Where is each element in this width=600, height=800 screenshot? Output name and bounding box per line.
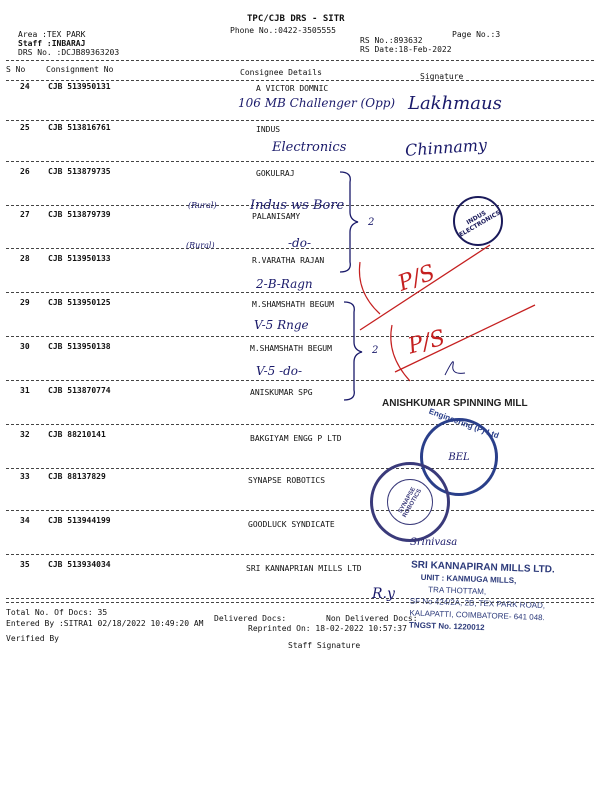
stamp-text: SYNAPSE ROBOTICS (397, 486, 424, 519)
row-consignee: PALANISAMY (252, 212, 301, 221)
row-consignee: M.SHAMSHATH BEGUM (252, 300, 334, 309)
divider (6, 602, 594, 603)
staff-signature-label: Staff Signature (288, 641, 361, 650)
bracket-mark (340, 172, 358, 272)
row-sno: 34 (20, 516, 30, 525)
row-consignee: GOODLUCK SYNDICATE (248, 520, 335, 529)
bracket-count: 2 (368, 217, 375, 228)
row-consignee: SRI KANNAPRIAN MILLS LTD (246, 564, 362, 573)
handwritten-note: 2-B-Ragn (256, 277, 313, 291)
row-consignee: SYNAPSE ROBOTICS (248, 476, 326, 485)
document-title: TPC/CJB DRS - SITR (247, 14, 345, 24)
row-consignment-no: CJB 513934034 (48, 560, 111, 569)
ps-line (359, 262, 380, 314)
col-consignee: Consignee Details (240, 68, 322, 77)
row-consignment-no: CJB 513950131 (48, 82, 111, 91)
stamp-text: UNIT : KANMUGA MILLS, (420, 572, 517, 586)
stamp-text: SRI KANNAPIRAN MILLS LTD. (410, 559, 555, 576)
col-signature: Signature (420, 72, 464, 81)
page-number: Page No.:3 (452, 30, 501, 39)
total-docs: Total No. Of Docs: 35 (6, 608, 108, 617)
delivered-docs: Delivered Docs: (214, 614, 287, 623)
row-consignment-no: CJB 513950125 (48, 298, 111, 307)
row-consignment-no: CJB 513879735 (48, 167, 111, 176)
row-consignment-no: CJB 513950133 (48, 254, 111, 263)
entered-by: Entered By :SITRA1 02/18/2022 10:49:20 AM (6, 619, 204, 628)
row-sno: 27 (20, 210, 30, 219)
robotics-stamp (370, 462, 450, 542)
row-consignment-no: CJB 88210141 (48, 430, 106, 439)
row-consignee: INDUS (256, 125, 281, 134)
ps-line (391, 325, 410, 381)
row-consignment-no: CJB 513944199 (48, 516, 111, 525)
row-consignment-no: CJB 513879739 (48, 210, 111, 219)
handwritten-note: 106 MB Challenger (Opp) (238, 96, 396, 110)
stamp-text: TRA THOTTAM, (428, 585, 487, 597)
row-consignment-no: CJB 513950138 (48, 342, 111, 351)
anishkumar-stamp: ANISHKUMAR SPINNING MILL (382, 398, 528, 409)
area-label: Area :TEX PARK (18, 30, 86, 39)
row-sno: 29 (20, 298, 30, 307)
row-sno: 33 (20, 472, 30, 481)
row-consignment-no: CJB 88137829 (48, 472, 106, 481)
row-sno: 28 (20, 254, 30, 263)
signature: R.y (372, 586, 395, 602)
handwritten-note: V-5 -do- (256, 364, 303, 378)
ps-mark: P/S (394, 260, 439, 297)
handwritten-note: Electronics (272, 140, 347, 155)
bracket-mark (344, 302, 362, 400)
row-consignee: ANISKUMAR SPG (250, 388, 313, 397)
staff-label: Staff :INBARAJ (18, 39, 86, 48)
phone-number: Phone No.:0422-3505555 (230, 26, 336, 35)
row-consignment-no: CJB 513870774 (48, 386, 111, 395)
col-consignment: Consignment No (46, 65, 114, 74)
row-sno: 30 (20, 342, 30, 351)
verified-by: Verified By (6, 634, 59, 643)
stamp-text: Engineering (P) Ltd (427, 406, 501, 441)
stamp-text: INDUS ELECTRONICS (457, 209, 502, 239)
handwritten-note: -do- (288, 236, 312, 250)
row-consignee: BAKGIYAM ENGG P LTD (250, 434, 342, 443)
row-consignee: GOKULRAJ (256, 169, 295, 178)
ps-mark: P/S (405, 325, 448, 360)
row-sno: 31 (20, 386, 30, 395)
non-delivered-docs: Non Delivered Docs: (326, 614, 418, 623)
rs-number: RS No.:893632 (360, 36, 423, 45)
handwritten-note: Indus ws Bore (250, 198, 345, 213)
signature: Srinivasa (410, 537, 458, 548)
industrial-stamp (453, 196, 503, 246)
drs-number: DRS No. :DCJB89363203 (18, 48, 120, 57)
signature: Lakhmaus (408, 93, 502, 114)
signature-stroke (445, 362, 465, 375)
row-sno: 35 (20, 560, 30, 569)
bracket-count: 2 (372, 345, 379, 356)
stamp-text: BEL (448, 451, 470, 463)
stamp-text: SF No 424/2A, 2B, TEX PARK ROAD, (409, 596, 546, 611)
row-consignee: M.SHAMSHATH BEGUM (250, 344, 332, 353)
rural-label: (Rural) (188, 201, 217, 210)
row-sno: 25 (20, 123, 30, 132)
stamp-text: TNGST No. 1220012 (408, 620, 485, 633)
col-sno: S No (6, 65, 26, 74)
kannapiran-stamp (409, 560, 555, 637)
signature: Chinnamy (404, 135, 488, 160)
reprinted-on: Reprinted On: 18-02-2022 10:57:37 (248, 624, 407, 633)
row-sno: 26 (20, 167, 30, 176)
row-consignee: R.VARATHA RAJAN (252, 256, 325, 265)
row-sno: 24 (20, 82, 30, 91)
row-consignment-no: CJB 513816761 (48, 123, 111, 132)
stamp-text: KALAPATTI, COIMBATORE- 641 048. (409, 608, 545, 623)
handwritten-note: V-5 Rnge (254, 318, 309, 332)
row-sno: 32 (20, 430, 30, 439)
rs-date: RS Date:18-Feb-2022 (360, 45, 452, 54)
row-consignee: A VICTOR DOMNIC (256, 84, 329, 93)
rural-label: (Rural) (186, 241, 215, 250)
